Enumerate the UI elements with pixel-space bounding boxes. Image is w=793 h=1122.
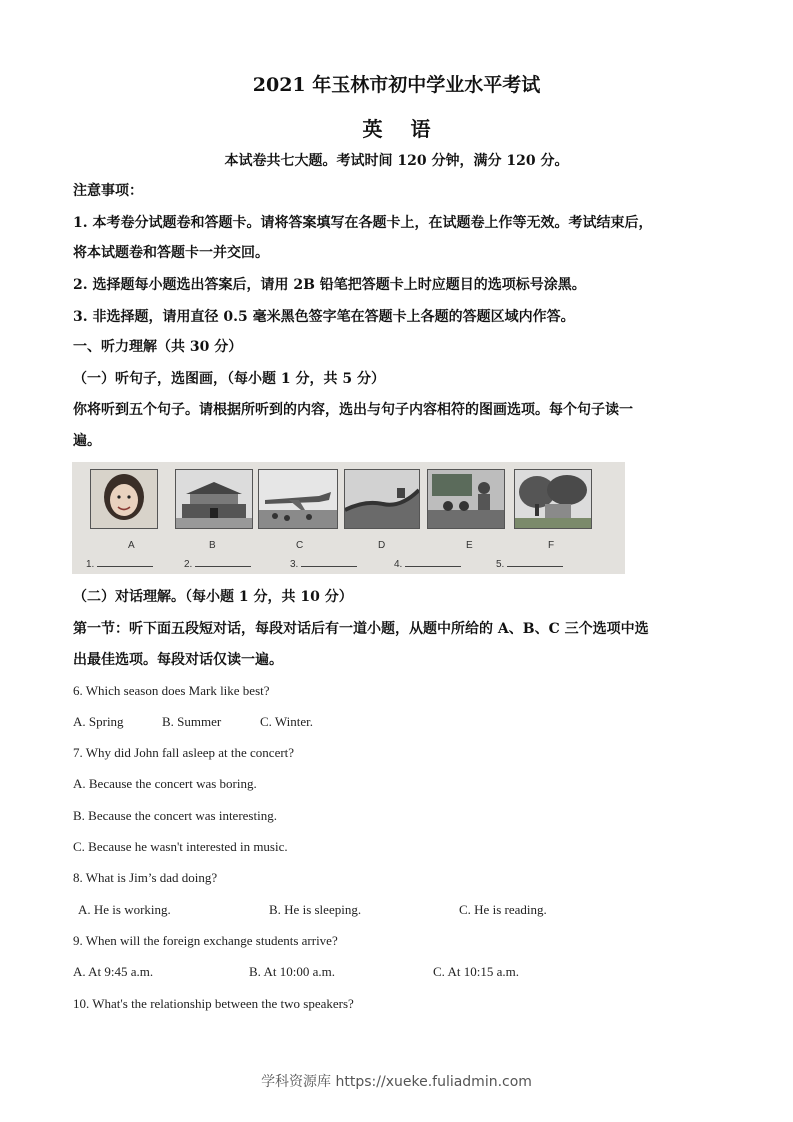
blank-number: 3. (290, 559, 299, 570)
question-7-option-a: A. Because the concert was boring. (73, 776, 257, 791)
picture-label-f: F (548, 540, 555, 551)
picture-label-a: A (128, 540, 135, 551)
question-9-option-c: C. At 10:15 a.m. (433, 964, 519, 979)
part-2-heading: （二）对话理解。（每小题 1 分，共 10 分） (73, 589, 353, 605)
picture-label-c: C (296, 540, 304, 551)
section-1-heading: 一、听力理解（共 30 分） (73, 339, 243, 355)
girl-portrait-icon (90, 469, 158, 529)
blank-number: 1. (86, 559, 95, 570)
notes-heading: 注意事项： (73, 183, 143, 199)
question-9: 9. When will the foreign exchange students arrive? (73, 933, 338, 948)
question-6-option-b: B. Summer (162, 714, 222, 729)
question-6-option-c: C. Winter. (260, 714, 314, 729)
picture-label-e: E (466, 540, 473, 551)
part-1-instruction-line-2: 遍。 (73, 433, 101, 449)
picture-label-b: B (209, 540, 216, 551)
answer-blank-2[interactable] (184, 557, 251, 570)
exam-title: 2021 年玉林市初中学业水平考试 (252, 74, 541, 96)
tree-house-icon (514, 469, 592, 529)
question-8-option-b: B. He is sleeping. (269, 902, 362, 917)
blank-number: 5. (496, 559, 505, 570)
question-9-option-b: B. At 10:00 a.m. (249, 964, 335, 979)
part-1-instruction-line-1: 你将听到五个句子。请根据所听到的内容，选出与句子内容相符的图画选项。每个句子读一 (73, 402, 633, 418)
question-8-option-a: A. He is working. (78, 902, 171, 917)
blank-number: 2. (184, 559, 193, 570)
question-10: 10. What's the relationship between the two speakers? (73, 996, 354, 1011)
picture-options-strip (72, 462, 625, 574)
question-6: 6. Which season does Mark like best? (73, 683, 270, 698)
note-item-3: 3. 非选择题，请用直径 0.5 毫米黑色签字笔在答题卡上各题的答题区域内作答。 (73, 309, 575, 325)
exam-info: 本试卷共七大题。考试时间 120 分钟，满分 120 分。 (224, 153, 569, 169)
answer-blank-3[interactable] (290, 557, 357, 570)
note-item-1-line-2: 将本试题卷和答题卡一并交回。 (73, 245, 269, 261)
question-9-option-a: A. At 9:45 a.m. (73, 964, 154, 979)
answer-blank-4[interactable] (394, 557, 461, 570)
subject-title: 英语 (362, 117, 459, 141)
part-2-instruction-line-1: 第一节：听下面五段短对话，每段对话后有一道小题，从题中所给的 A、B、C 三个选项中选 (73, 621, 649, 637)
watermark-footer: 学科资源库 https://xueke.fuliadmin.com (261, 1074, 532, 1090)
blank-number: 4. (394, 559, 403, 570)
question-7: 7. Why did John fall asleep at the concert? (73, 745, 295, 760)
question-8: 8. What is Jim’s dad doing? (73, 870, 218, 885)
part-1-heading: （一）听句子，选图画，（每小题 1 分，共 5 分） (73, 371, 385, 387)
question-8-option-c: C. He is reading. (459, 902, 547, 917)
question-7-option-b: B. Because the concert was interesting. (73, 808, 277, 823)
question-6-option-a: A. Spring (73, 714, 124, 729)
question-7-option-c: C. Because he wasn't interested in music. (73, 839, 288, 854)
tiananmen-gate-icon (175, 469, 253, 529)
part-2-instruction-line-2: 出最佳选项。每段对话仅读一遍。 (73, 652, 283, 668)
note-item-2: 2. 选择题每小题选出答案后，请用 2B 铅笔把答题卡上时应题目的选项标号涂黑。 (73, 277, 586, 293)
great-wall-icon (344, 469, 420, 529)
picture-label-d: D (378, 540, 386, 551)
note-item-1-line-1: 1. 本考卷分试题卷和答题卡。请将答案填写在各题卡上，在试题卷上作等无效。考试结束后， (73, 215, 653, 231)
answer-blank-1[interactable] (86, 557, 153, 570)
classroom-icon (427, 469, 505, 529)
airplane-airport-icon (258, 469, 338, 529)
answer-blank-5[interactable] (496, 557, 563, 570)
